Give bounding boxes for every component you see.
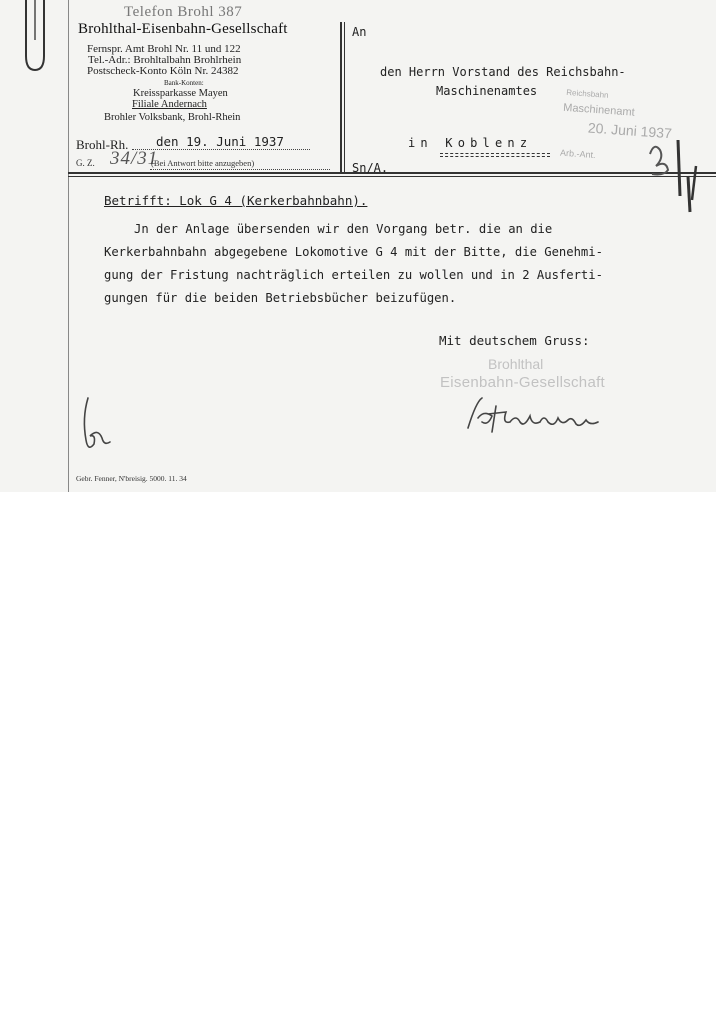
- postscheck-account: Postscheck-Konto Köln Nr. 24382: [87, 65, 239, 77]
- phone-line: Fernspr. Amt Brohl Nr. 11 und 122: [87, 43, 241, 55]
- reference-note: (Bei Antwort bitte anzugeben): [151, 158, 255, 168]
- city-double-underline: [440, 153, 550, 157]
- header-bottom-line: [68, 172, 716, 174]
- recipient-line-2: Maschinenamtes: [436, 84, 538, 98]
- bank-account-1: Kreissparkasse Mayen: [133, 88, 228, 99]
- phone-stamp: Telefon Brohl 387: [124, 4, 243, 20]
- telegram-address: Tel.-Adr.: Brohltalbahn Brohlrhein: [88, 54, 242, 66]
- handwritten-signature: [462, 392, 612, 438]
- reference-dotted-line: [150, 169, 330, 170]
- bank-accounts-title: Bank-Konten:: [164, 79, 204, 87]
- letter-subject: Betrifft: Lok G 4 (Kerkerbahnbahn).: [104, 193, 368, 208]
- body-text-line: gungen für die beiden Betriebsbücher beizufügen.: [104, 291, 457, 305]
- header-divider-line: [344, 22, 345, 172]
- bank-account-3: Brohler Volksbank, Brohl-Rhein: [104, 112, 241, 123]
- closing-greeting: Mit deutschem Gruss:: [439, 333, 590, 348]
- received-stamp-date: 20. Juni 1937: [587, 119, 673, 142]
- printer-imprint: Gebr. Fenner, N'breisig. 5000. 11. 34: [76, 474, 187, 483]
- received-stamp-line: Arb.-Ant.: [559, 147, 596, 161]
- body-text-line: Kerkerbahnbahn abgegebene Lokomotive G 4 mit der Bitte, die Genehmi-: [104, 245, 603, 259]
- body-text-line: Jn der Anlage übersenden wir den Vorgang betr. die an die: [134, 222, 553, 236]
- letter-sheet: [0, 0, 716, 492]
- left-margin-line: [68, 0, 69, 492]
- reference-label: G. Z.: [76, 158, 95, 168]
- address-to-label: An: [352, 25, 367, 39]
- received-stamp-line: Reichsbahn: [566, 87, 609, 100]
- company-stamp-line: Brohlthal: [488, 356, 544, 372]
- reference-initials: Sn/A.: [352, 161, 389, 175]
- company-stamp-line: Eisenbahn-Gesellschaft: [440, 374, 606, 391]
- header-divider-line: [340, 22, 342, 172]
- handwritten-paraph: [76, 394, 116, 456]
- recipient-line-1: den Herrn Vorstand des Reichsbahn-: [380, 65, 626, 79]
- date-dotted-line: [132, 149, 310, 150]
- recipient-city: in Koblenz: [408, 136, 533, 150]
- handwritten-initials-mark: [640, 136, 710, 214]
- header-bottom-line: [68, 176, 716, 177]
- binder-clip-mark: [18, 0, 52, 74]
- handwritten-reference-number: 34/31: [110, 148, 159, 169]
- letter-date: den 19. Juni 1937: [156, 134, 284, 149]
- body-text-line: gung der Fristung nachträglich erteilen zu wollen und in 2 Ausferti-: [104, 268, 603, 282]
- place-label: Brohl-Rh.: [76, 137, 129, 152]
- received-stamp-line: Maschinenamt: [562, 101, 636, 119]
- bank-account-2: Filiale Andernach: [132, 99, 207, 110]
- company-name: Brohlthal-Eisenbahn-Gesellschaft: [78, 21, 288, 37]
